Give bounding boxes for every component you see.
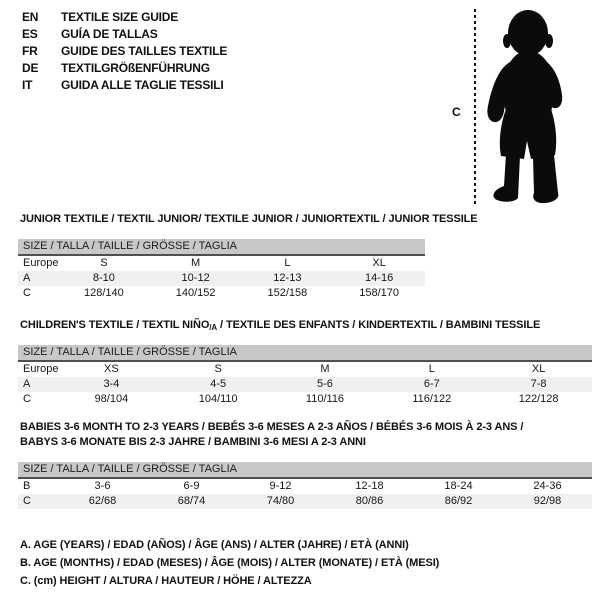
table-cell: 10-12 <box>150 271 242 286</box>
language-title: TEXTILE SIZE GUIDE <box>61 10 179 24</box>
language-code: FR <box>22 44 38 58</box>
table-cell: L <box>284 257 291 269</box>
legend-line-a: A. AGE (YEARS) / EDAD (AÑOS) / ÂGE (ANS) / ALTER (JAHRE) / ETÀ (ANNI) <box>20 539 409 551</box>
children-title-post: / TEXTILE DES ENFANTS / KINDERTEXTIL / BAMBINI TESSILE <box>217 319 541 331</box>
table-cell: 18-24 <box>444 480 473 492</box>
table-cell: 8-10 <box>58 271 150 286</box>
language-code: EN <box>22 10 39 24</box>
legend <box>20 536 439 590</box>
language-code: DE <box>22 61 39 75</box>
babies-title-line2: BABYS 3-6 MONATE BIS 2-3 JAHRE / BAMBINI 3-6 MESI A 2-3 ANNI <box>20 436 366 448</box>
size-header-text: SIZE / TALLA / TAILLE / GRÖSSE / TAGLIA <box>18 239 425 255</box>
height-dashed-line <box>474 9 476 206</box>
table-cell: 158/170 <box>359 287 399 299</box>
language-row-en <box>22 9 227 26</box>
language-row-de <box>22 60 227 77</box>
table-cell: M <box>320 363 330 375</box>
row-label: C <box>23 393 31 405</box>
table-cell: 128/140 <box>83 287 124 299</box>
language-title: GUÍA DE TALLAS <box>61 27 158 41</box>
baby-silhouette-icon <box>482 8 592 208</box>
babies-title-line1: BABIES 3-6 MONTH TO 2-3 YEARS / BEBÉS 3-6 MESES A 2-3 AÑOS / BÉBÉS 3-6 MOIS À 2-3 ANS / <box>20 421 524 433</box>
size-header-text: SIZE / TALLA / TAILLE / GRÖSSE / TAGLIA <box>18 462 592 478</box>
table-cell: 110/116 <box>305 393 345 405</box>
table-cell: L <box>428 363 435 375</box>
table-cell: S <box>214 363 222 375</box>
table-cell: 68/74 <box>147 494 236 509</box>
row-label: Europe <box>23 363 58 375</box>
table-row <box>18 494 592 509</box>
table-cell: 7-8 <box>485 377 592 392</box>
babies-size-table <box>18 462 592 509</box>
table-cell: 24-36 <box>533 480 562 492</box>
table-cell: 104/110 <box>198 393 238 405</box>
size-header-bar <box>18 239 425 255</box>
row-label: A <box>18 271 58 286</box>
table-cell: XS <box>104 363 119 375</box>
row-label: C <box>18 494 58 509</box>
table-cell: 62/68 <box>58 494 147 509</box>
language-code: ES <box>22 27 38 41</box>
table-cell: XL <box>372 257 386 269</box>
table-cell: XL <box>531 363 546 375</box>
children-title-pre: CHILDREN'S TEXTILE / TEXTIL NIÑO <box>20 319 210 331</box>
row-label: Europe <box>23 257 58 269</box>
babies-table-title <box>20 420 523 450</box>
table-cell: 74/80 <box>236 494 325 509</box>
table-row <box>18 255 425 271</box>
size-header-bar <box>18 462 592 478</box>
language-row-es <box>22 26 227 43</box>
table-cell: S <box>100 257 108 269</box>
table-row <box>18 377 592 392</box>
table-cell: 140/152 <box>175 287 216 299</box>
language-title: GUIDA ALLE TAGLIE TESSILI <box>61 78 224 92</box>
table-cell: 6-9 <box>183 480 200 492</box>
legend-line-c: C. (cm) HEIGHT / ALTURA / HAUTEUR / HÖHE / ALTEZZA <box>20 575 312 587</box>
row-label: B <box>23 480 31 492</box>
table-cell: 12-18 <box>355 480 384 492</box>
table-row <box>18 271 425 286</box>
table-cell: 3-6 <box>94 480 111 492</box>
table-cell: 6-7 <box>378 377 485 392</box>
table-row <box>18 286 425 301</box>
table-cell: 14-16 <box>333 271 425 286</box>
junior-table-title: JUNIOR TEXTILE / TEXTIL JUNIOR/ TEXTILE JUNIOR / JUNIORTEXTIL / JUNIOR TESSILE <box>20 213 478 225</box>
language-title: GUIDE DES TAILLES TEXTILE <box>61 44 228 58</box>
junior-size-table <box>18 239 425 301</box>
table-cell: 80/86 <box>325 494 414 509</box>
language-row-it <box>22 77 227 94</box>
size-header-text: SIZE / TALLA / TAILLE / GRÖSSE / TAGLIA <box>18 345 592 361</box>
table-cell: 152/158 <box>267 287 308 299</box>
table-cell: 92/98 <box>503 494 592 509</box>
table-cell: 12-13 <box>242 271 334 286</box>
children-table-title <box>20 319 540 332</box>
size-header-bar <box>18 345 592 361</box>
table-row <box>18 478 592 494</box>
children-size-table <box>18 345 592 407</box>
language-list <box>22 9 227 94</box>
row-label: A <box>18 377 58 392</box>
table-row <box>18 361 592 377</box>
table-cell: 98/104 <box>94 393 129 405</box>
children-title-sub: /A <box>209 323 218 332</box>
language-code: IT <box>22 78 33 92</box>
table-cell: M <box>191 257 201 269</box>
legend-line-b: B. AGE (MONTHS) / EDAD (MESES) / ÂGE (MOIS) / ALTER (MONATE) / ETÀ (MESI) <box>20 557 440 569</box>
table-cell: 86/92 <box>414 494 503 509</box>
table-cell: 4-5 <box>165 377 272 392</box>
table-cell: 122/128 <box>518 393 559 405</box>
table-row <box>18 392 592 407</box>
height-label-c: C <box>452 105 461 119</box>
table-cell: 5-6 <box>272 377 379 392</box>
row-label: C <box>23 287 31 299</box>
table-cell: 3-4 <box>58 377 165 392</box>
table-cell: 9-12 <box>269 480 292 492</box>
language-title: TEXTILGRÖßENFÜHRUNG <box>61 61 210 75</box>
table-cell: 116/122 <box>412 393 452 405</box>
language-row-fr <box>22 43 227 60</box>
